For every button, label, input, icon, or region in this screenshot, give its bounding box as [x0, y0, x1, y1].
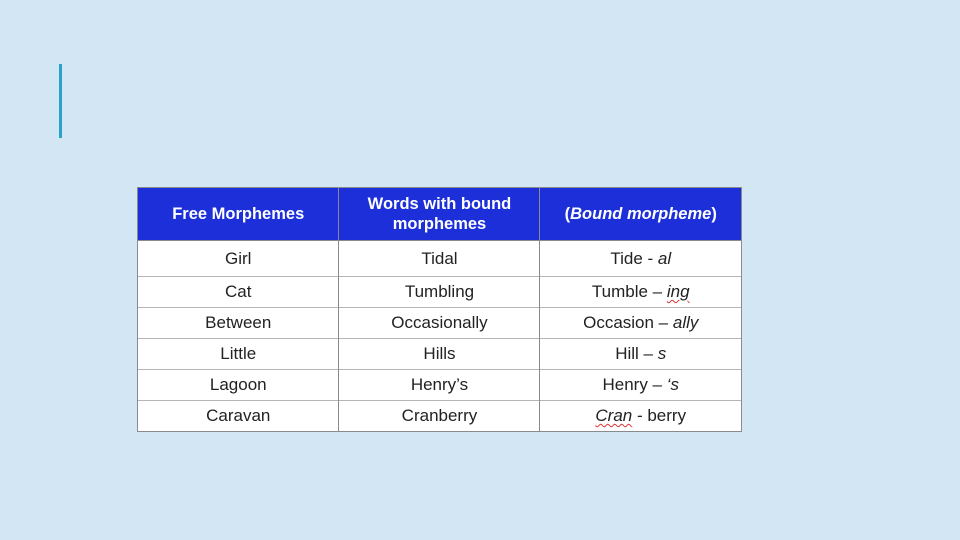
- bound-morpheme-cell: [540, 308, 741, 339]
- bound-word-cell: Tumbling: [339, 277, 540, 308]
- bound-word-cell: Hills: [339, 339, 540, 370]
- stem-text: Henry –: [602, 375, 667, 394]
- header-bound-morpheme: (Bound morpheme): [540, 188, 741, 241]
- bound-morpheme-cell: [540, 339, 741, 370]
- header-free-morphemes: Free Morphemes: [138, 188, 339, 241]
- header-words-with-bound-morphemes: Words with bound morphemes: [339, 188, 540, 241]
- affix-text: al: [657, 248, 672, 268]
- affix-text: Cran: [595, 406, 633, 425]
- table-row: [138, 370, 741, 401]
- bound-word-cell: Cranberry: [339, 401, 540, 432]
- stem-text: Hill –: [615, 344, 658, 363]
- table-row: [138, 241, 741, 277]
- affix-text: s: [657, 344, 667, 363]
- free-morpheme-cell: Lagoon: [138, 370, 339, 401]
- bound-word-cell: Tidal: [339, 241, 540, 277]
- table-row: [138, 308, 741, 339]
- accent-bar: [59, 64, 62, 138]
- table-row: [138, 339, 741, 370]
- bound-word-cell: Henry’s: [339, 370, 540, 401]
- stem-text: - berry: [632, 406, 687, 425]
- bound-morpheme-cell: [540, 401, 741, 432]
- header-bound-morpheme-italic: Bound morpheme: [570, 205, 712, 223]
- bound-word-cell: Occasionally: [339, 308, 540, 339]
- stem-text: Tumble –: [591, 282, 667, 301]
- stem-text: Occasion –: [583, 313, 673, 332]
- affix-text: ‘s: [666, 375, 679, 394]
- free-morpheme-cell: Caravan: [138, 401, 339, 432]
- morpheme-table: [137, 187, 742, 432]
- table-body: [138, 241, 741, 432]
- table-row: [138, 277, 741, 308]
- table-row: [138, 401, 741, 432]
- affix-text: ing: [666, 282, 690, 301]
- bound-morpheme-cell: [540, 370, 741, 401]
- morpheme-table-grid: [138, 188, 741, 431]
- table-header-row: [138, 188, 741, 241]
- stem-text: Tide -: [610, 248, 658, 268]
- bound-morpheme-cell: [540, 277, 741, 308]
- free-morpheme-cell: Between: [138, 308, 339, 339]
- free-morpheme-cell: Little: [138, 339, 339, 370]
- free-morpheme-cell: Girl: [138, 241, 339, 277]
- affix-text: ally: [672, 313, 699, 332]
- free-morpheme-cell: Cat: [138, 277, 339, 308]
- bound-morpheme-cell: [540, 241, 741, 277]
